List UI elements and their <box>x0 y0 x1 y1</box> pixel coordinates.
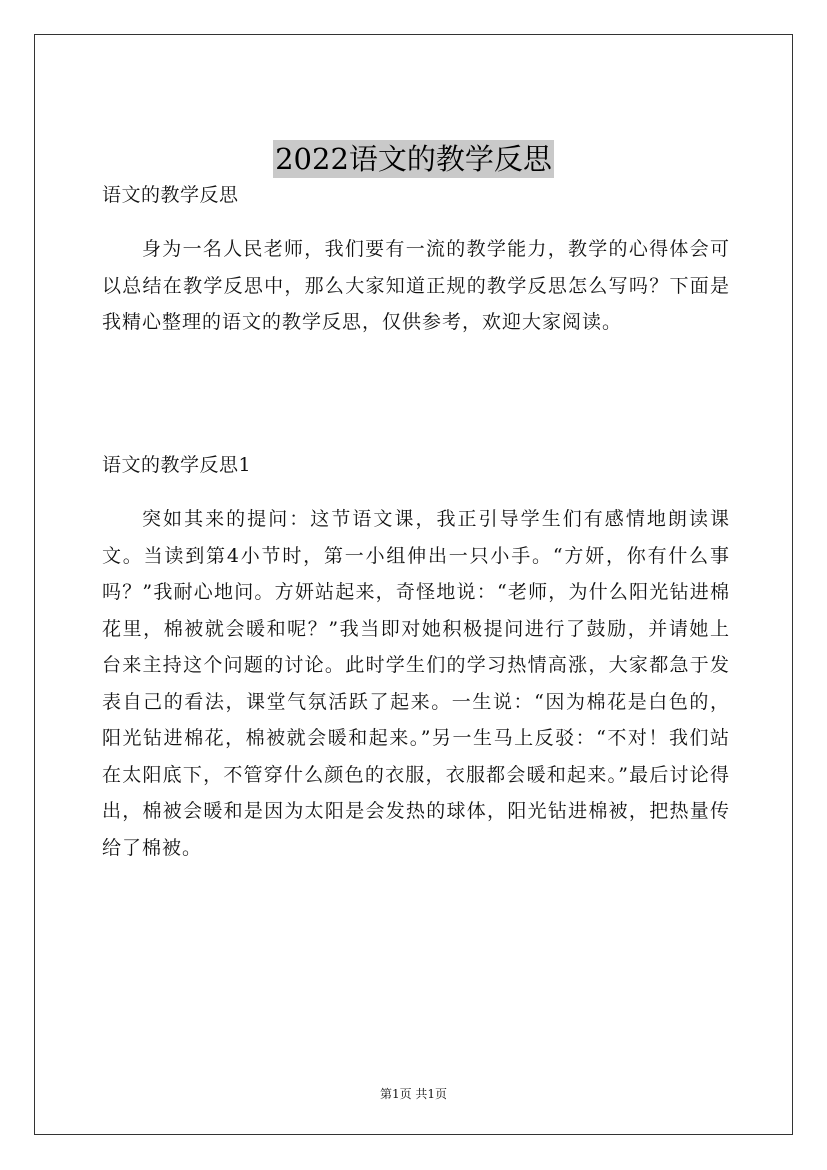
section1-paragraph: 突如其来的提问：这节语文课，我正引导学生们有感情地朗读课文。当读到第4小节时，第一小组伸出一只小手。“方妍，你有什么事吗？”我耐心地问。方妍站起来，奇怪地说：“老师，为什么阳光钻进棉花里，棉被就会暖和呢？”我当即对她积极提问进行了鼓励，并请她上台来主持这个问题的讨论。此时学生们的学习热情高涨，大家都急于发表自己的看法，课堂气氛活跃了起来。一生说：“因为棉花是白色的，阳光钻进棉花，棉被就会暖和起来。”另一生马上反驳：“不对！我们站在太阳底下，不管穿什么颜色的衣服，衣服都会暖和起来。”最后讨论得出，棉被会暖和是因为太阳是会发热的球体，阳光钻进棉被，把热量传给了棉被。 <box>102 508 730 859</box>
title-wrap <box>35 140 792 178</box>
page-frame <box>34 34 793 1135</box>
intro-heading: 语文的教学反思 <box>102 184 239 206</box>
page-footer: 第1页 共1页 <box>379 1087 448 1101</box>
intro-paragraph: 身为一名人民老师，我们要有一流的教学能力，教学的心得体会可以总结在教学反思中，那么大家知道正规的教学反思怎么写吗？下面是我精心整理的语文的教学反思，仅供参考，欢迎大家阅读。 <box>102 238 730 333</box>
section1-heading: 语文的教学反思1 <box>102 454 252 476</box>
document-title: 2022语文的教学反思 <box>275 142 552 176</box>
